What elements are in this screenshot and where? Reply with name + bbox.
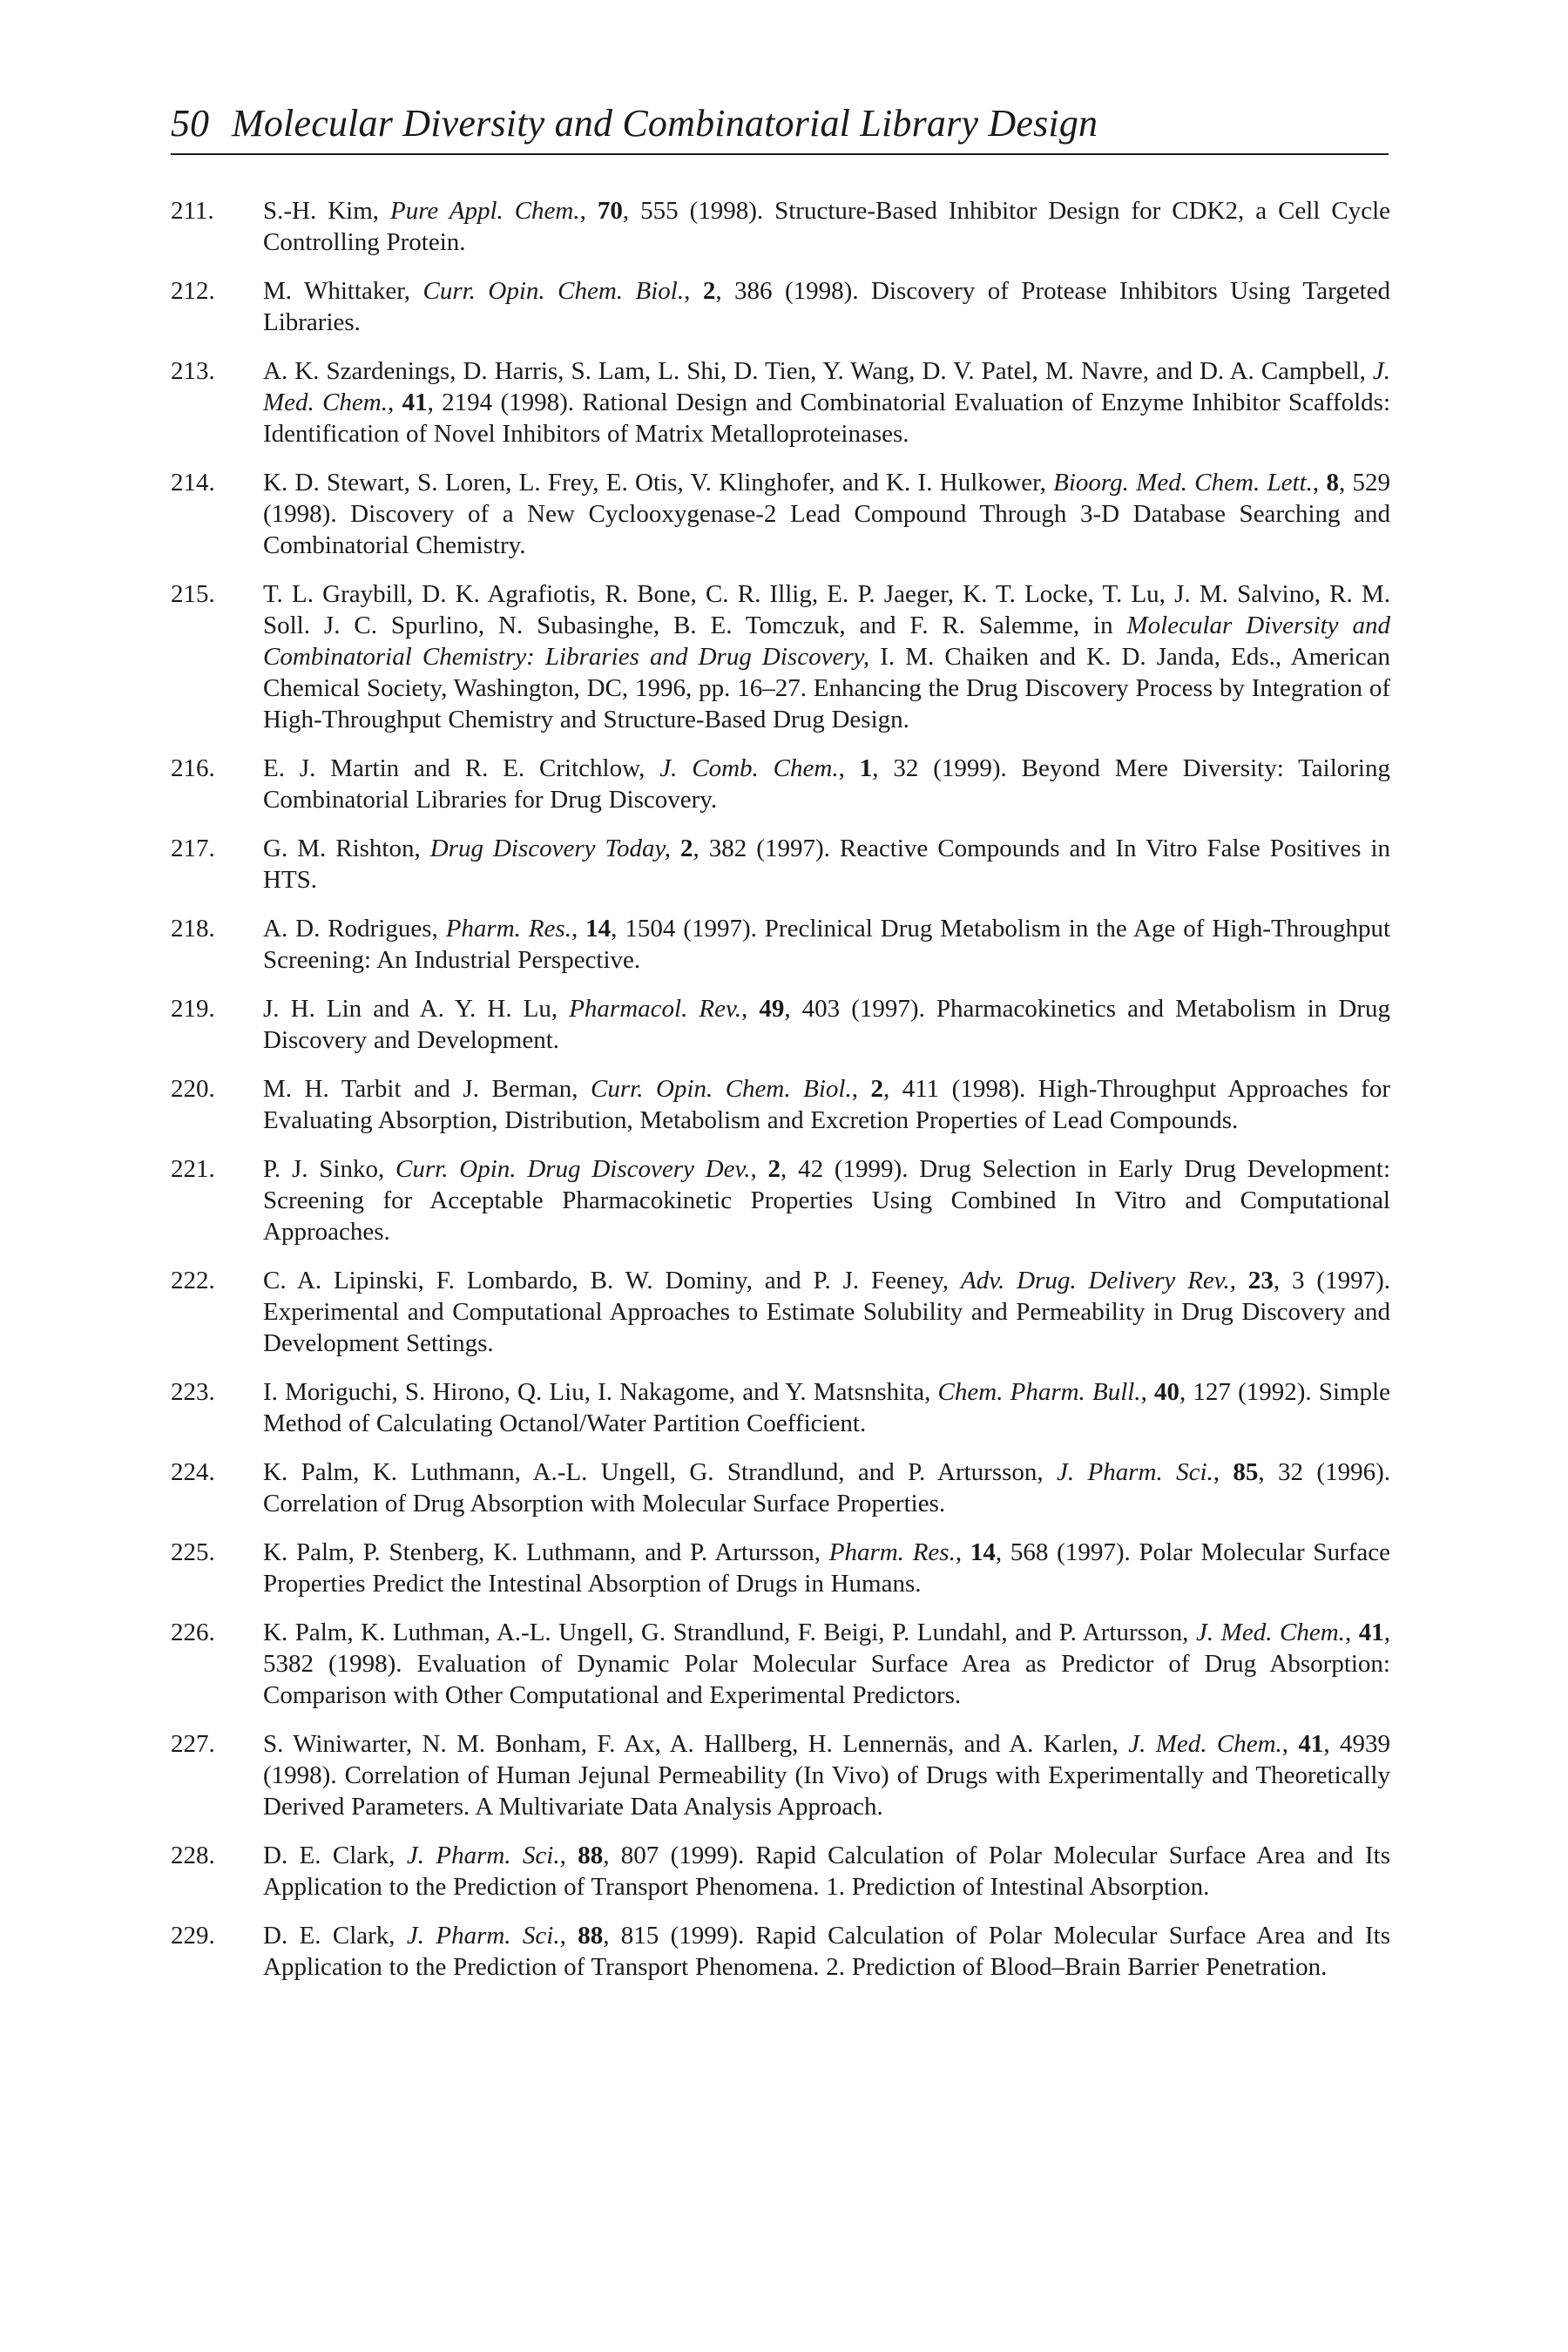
reference-volume: 2 xyxy=(702,277,716,305)
reference-volume: 88 xyxy=(578,1842,604,1869)
reference-item xyxy=(171,753,1390,815)
reference-details: , 32 (1999). Beyond Mere Diversity: Tailoring Combinatorial Libraries for Drug Discovery. xyxy=(263,754,1390,814)
reference-number: 219. xyxy=(171,995,215,1023)
reference-item xyxy=(171,1456,1390,1519)
reference-journal: Curr. Opin. Chem. Biol. xyxy=(422,277,685,305)
reference-item xyxy=(171,195,1390,258)
reference-separator: , xyxy=(750,1155,768,1183)
reference-item xyxy=(171,1537,1390,1599)
reference-details: , 127 (1992). Simple Method of Calculating Octanol/Water Partition Coefficient. xyxy=(263,1378,1390,1437)
reference-number: 220. xyxy=(171,1075,215,1103)
reference-text xyxy=(263,578,1390,735)
reference-separator: , xyxy=(1140,1378,1154,1406)
page-number: 50 xyxy=(171,102,209,145)
reference-journal: Pharm. Res. xyxy=(828,1538,956,1566)
reference-authors: S.-H. Kim, xyxy=(263,197,390,225)
reference-item xyxy=(171,1153,1390,1247)
reference-text xyxy=(263,833,1390,896)
reference-journal: Bioorg. Med. Chem. Lett. xyxy=(1053,469,1313,497)
reference-text xyxy=(263,275,1390,338)
reference-number: 222. xyxy=(171,1267,215,1294)
reference-volume: 88 xyxy=(578,1922,604,1950)
reference-journal: Curr. Opin. Drug Discovery Dev. xyxy=(395,1155,751,1183)
reference-details: , 5382 (1998). Evaluation of Dynamic Polar Molecular Surface Area as Predictor of Drug Absorption: Comparison with Other Computational and Experimental Predictors. xyxy=(263,1619,1390,1709)
reference-separator: , xyxy=(579,197,598,225)
reference-item xyxy=(171,1840,1390,1903)
reference-details: , 2194 (1998). Rational Design and Combinatorial Evaluation of Enzyme Inhibitor Scaffolds: Identification of Novel Inhibitors of Matrix Metalloproteinases. xyxy=(263,389,1391,448)
reference-volume: 2 xyxy=(680,835,693,862)
reference-authors: K. Palm, K. Luthman, A.-L. Ungell, G. Strandlund, F. Beigi, P. Lundahl, and P. Artursson, xyxy=(263,1619,1196,1646)
reference-authors: P. J. Sinko, xyxy=(263,1155,396,1183)
reference-separator: , xyxy=(741,995,760,1023)
reference-text xyxy=(263,1153,1390,1247)
reference-details: , 386 (1998). Discovery of Protease Inhibitors Using Targeted Libraries. xyxy=(263,277,1391,336)
reference-volume: 70 xyxy=(597,197,623,225)
reference-number: 225. xyxy=(171,1538,215,1566)
reference-volume: 41 xyxy=(1298,1730,1324,1758)
reference-details: , 411 (1998). High-Throughput Approaches for Evaluating Absorption, Distribution, Metabolism and Excretion Properties of Lead Compounds. xyxy=(263,1075,1391,1134)
reference-number: 216. xyxy=(171,754,215,782)
reference-volume: 2 xyxy=(870,1075,883,1103)
reference-item xyxy=(171,355,1390,449)
reference-journal: J. Med. Chem. xyxy=(1128,1730,1282,1758)
reference-separator: , xyxy=(571,915,586,943)
running-title: Molecular Diversity and Combinatorial Library Design xyxy=(232,102,1098,145)
reference-number: 224. xyxy=(171,1458,215,1486)
reference-journal: Pharmacol. Rev. xyxy=(569,995,741,1023)
reference-volume: 14 xyxy=(970,1538,996,1566)
reference-details: , 555 (1998). Structure-Based Inhibitor Design for CDK2, a Cell Cycle Controlling Protein. xyxy=(263,197,1391,256)
reference-details: , 4939 (1998). Correlation of Human Jejunal Permeability (In Vivo) of Drugs with Experimentally and Theoretically Derived Parameters. A Multivariate Data Analysis Approach. xyxy=(263,1730,1390,1821)
reference-separator: , xyxy=(559,1922,578,1950)
reference-separator: , xyxy=(955,1538,970,1566)
reference-text xyxy=(263,355,1390,449)
reference-journal: Pharm. Res. xyxy=(445,915,571,943)
reference-details: , 815 (1999). Rapid Calculation of Polar Molecular Surface Area and Its Application to the Prediction of Transport Phenomena. 2. Prediction of Blood–Brain Barrier Penetration. xyxy=(263,1922,1391,1981)
reference-item xyxy=(171,993,1390,1056)
reference-details: , 3 (1997). Experimental and Computational Approaches to Estimate Solubility and Permeability in Drug Discovery and Development Settings. xyxy=(263,1267,1390,1357)
reference-volume: 85 xyxy=(1233,1458,1259,1486)
reference-authors: M. H. Tarbit and J. Berman, xyxy=(263,1075,591,1103)
reference-number: 213. xyxy=(171,357,215,385)
reference-text xyxy=(263,913,1390,976)
reference-text xyxy=(263,1456,1390,1519)
reference-item xyxy=(171,833,1390,896)
reference-text xyxy=(263,1728,1390,1822)
reference-volume: 41 xyxy=(1358,1619,1384,1646)
reference-separator: , xyxy=(1213,1458,1233,1486)
reference-authors: I. Moriguchi, S. Hirono, Q. Liu, I. Nakagome, and Y. Matsnshita, xyxy=(263,1378,938,1406)
reference-authors: T. L. Graybill, D. K. Agrafiotis, R. Bone, C. R. Illig, E. P. Jaeger, K. T. Locke, T. Lu, J. M. Salvino, R. M. Soll. J. C. Spurlino, N. Subasinghe, B. E. Tomczuk, and F. R. Salemme, in xyxy=(263,580,1390,639)
reference-authors: K. Palm, P. Stenberg, K. Luthmann, and P. Artursson, xyxy=(263,1538,829,1566)
reference-authors: S. Winiwarter, N. M. Bonham, F. Ax, A. Hallberg, H. Lennernäs, and A. Karlen, xyxy=(263,1730,1129,1758)
reference-separator: , xyxy=(1229,1267,1248,1294)
reference-text xyxy=(263,195,1390,258)
reference-details: , 42 (1999). Drug Selection in Early Drug Development: Screening for Acceptable Pharmacokinetic Properties Using Combined In Vitro and Computational Approaches. xyxy=(263,1155,1390,1246)
reference-number: 211. xyxy=(171,197,214,225)
reference-separator: , xyxy=(1312,469,1327,497)
reference-number: 226. xyxy=(171,1619,215,1646)
reference-details: , 32 (1996). Correlation of Drug Absorption with Molecular Surface Properties. xyxy=(263,1458,1390,1517)
reference-item xyxy=(171,1617,1390,1711)
reference-number: 214. xyxy=(171,469,215,497)
reference-details: , 382 (1997). Reactive Compounds and In Vitro False Positives in HTS. xyxy=(263,835,1390,894)
reference-details: , 807 (1999). Rapid Calculation of Polar Molecular Surface Area and Its Application to the Prediction of Transport Phenomena. 1. Prediction of Intestinal Absorption. xyxy=(263,1842,1391,1901)
reference-volume: 49 xyxy=(759,995,785,1023)
reference-separator: , xyxy=(684,277,703,305)
reference-journal: J. Pharm. Sci. xyxy=(406,1842,560,1869)
reference-volume: 23 xyxy=(1247,1267,1274,1294)
reference-journal: Chem. Pharm. Bull. xyxy=(937,1378,1141,1406)
reference-details: , 568 (1997). Polar Molecular Surface Properties Predict the Intestinal Absorption of Drugs in Humans. xyxy=(263,1538,1390,1598)
reference-item xyxy=(171,1073,1390,1136)
reference-authors: J. H. Lin and A. Y. H. Lu, xyxy=(263,995,570,1023)
reference-journal: J. Comb. Chem. xyxy=(659,754,839,782)
reference-authors: M. Whittaker, xyxy=(263,277,423,305)
reference-number: 228. xyxy=(171,1842,215,1869)
reference-authors: A. K. Szardenings, D. Harris, S. Lam, L. Shi, D. Tien, Y. Wang, D. V. Patel, M. Navre, and D. A. Campbell, xyxy=(263,357,1373,385)
reference-journal: Drug Discovery Today, xyxy=(429,835,672,862)
reference-journal: J. Pharm. Sci. xyxy=(406,1922,560,1950)
reference-item xyxy=(171,275,1390,338)
reference-volume: 1 xyxy=(859,754,873,782)
reference-separator: , xyxy=(1281,1730,1299,1758)
reference-text xyxy=(263,1073,1390,1136)
reference-journal: Curr. Opin. Chem. Biol. xyxy=(591,1075,852,1103)
reference-separator: , xyxy=(388,389,402,416)
reference-number: 229. xyxy=(171,1922,215,1950)
reference-text xyxy=(263,1840,1390,1903)
reference-separator: , xyxy=(559,1842,578,1869)
reference-list xyxy=(171,195,1390,2000)
reference-item xyxy=(171,467,1390,561)
reference-text xyxy=(263,1617,1390,1711)
reference-separator xyxy=(671,835,680,862)
reference-volume: 40 xyxy=(1153,1378,1179,1406)
reference-separator: , xyxy=(838,754,860,782)
reference-volume: 2 xyxy=(767,1155,781,1183)
reference-separator: , xyxy=(1344,1619,1359,1646)
reference-journal: Molecular Diversity and Combinatorial Chemistry: Libraries and Drug Discovery, xyxy=(263,612,1390,671)
reference-authors: E. J. Martin and R. E. Critchlow, xyxy=(263,754,660,782)
reference-journal: J. Med. Chem. xyxy=(263,357,1390,416)
reference-volume: 8 xyxy=(1326,469,1339,497)
reference-item xyxy=(171,913,1390,976)
reference-text xyxy=(263,993,1390,1056)
reference-authors: K. D. Stewart, S. Loren, L. Frey, E. Otis, V. Klinghofer, and K. I. Hulkower, xyxy=(263,469,1054,497)
running-header xyxy=(171,94,1389,155)
reference-journal: J. Med. Chem. xyxy=(1196,1619,1345,1646)
reference-text xyxy=(263,1537,1390,1599)
reference-item xyxy=(171,1920,1390,1983)
reference-item xyxy=(171,1265,1390,1359)
reference-text xyxy=(263,1265,1390,1359)
reference-authors: D. E. Clark, xyxy=(263,1842,407,1869)
reference-number: 215. xyxy=(171,580,215,608)
reference-journal: Adv. Drug. Delivery Rev. xyxy=(961,1267,1230,1294)
reference-number: 221. xyxy=(171,1155,215,1183)
reference-text xyxy=(263,753,1390,815)
reference-journal: Pure Appl. Chem. xyxy=(389,197,580,225)
reference-separator: , xyxy=(851,1075,871,1103)
reference-details: , 529 (1998). Discovery of a New Cyclooxygenase-2 Lead Compound Through 3-D Database Searching and Combinatorial Chemistry. xyxy=(263,469,1391,559)
reference-number: 218. xyxy=(171,915,215,943)
reference-authors: D. E. Clark, xyxy=(263,1922,407,1950)
reference-details: , 403 (1997). Pharmacokinetics and Metabolism in Drug Discovery and Development. xyxy=(263,995,1391,1054)
reference-authors: K. Palm, K. Luthmann, A.-L. Ungell, G. Strandlund, and P. Artursson, xyxy=(263,1458,1058,1486)
reference-details: , 1504 (1997). Preclinical Drug Metabolism in the Age of High-Throughput Screening: An Industrial Perspective. xyxy=(263,915,1390,974)
reference-details: I. M. Chaiken and K. D. Janda, Eds., American Chemical Society, Washington, DC, 1996, pp. 16–27. Enhancing the Drug Discovery Process by Integration of High-Throughput Chemistry and Structure-Based Drug Design. xyxy=(263,643,1390,733)
reference-item xyxy=(171,1728,1390,1822)
reference-number: 217. xyxy=(171,835,215,862)
reference-number: 227. xyxy=(171,1730,215,1758)
reference-authors: G. M. Rishton, xyxy=(263,835,430,862)
reference-volume: 41 xyxy=(402,389,428,416)
reference-authors: A. D. Rodrigues, xyxy=(263,915,446,943)
reference-number: 212. xyxy=(171,277,215,305)
reference-item xyxy=(171,578,1390,735)
reference-text xyxy=(263,1376,1390,1439)
reference-text xyxy=(263,467,1390,561)
reference-item xyxy=(171,1376,1390,1439)
reference-authors: C. A. Lipinski, F. Lombardo, B. W. Dominy, and P. J. Feeney, xyxy=(263,1267,962,1294)
reference-number: 223. xyxy=(171,1378,215,1406)
reference-volume: 14 xyxy=(585,915,612,943)
reference-journal: J. Pharm. Sci. xyxy=(1057,1458,1213,1486)
reference-text xyxy=(263,1920,1390,1983)
